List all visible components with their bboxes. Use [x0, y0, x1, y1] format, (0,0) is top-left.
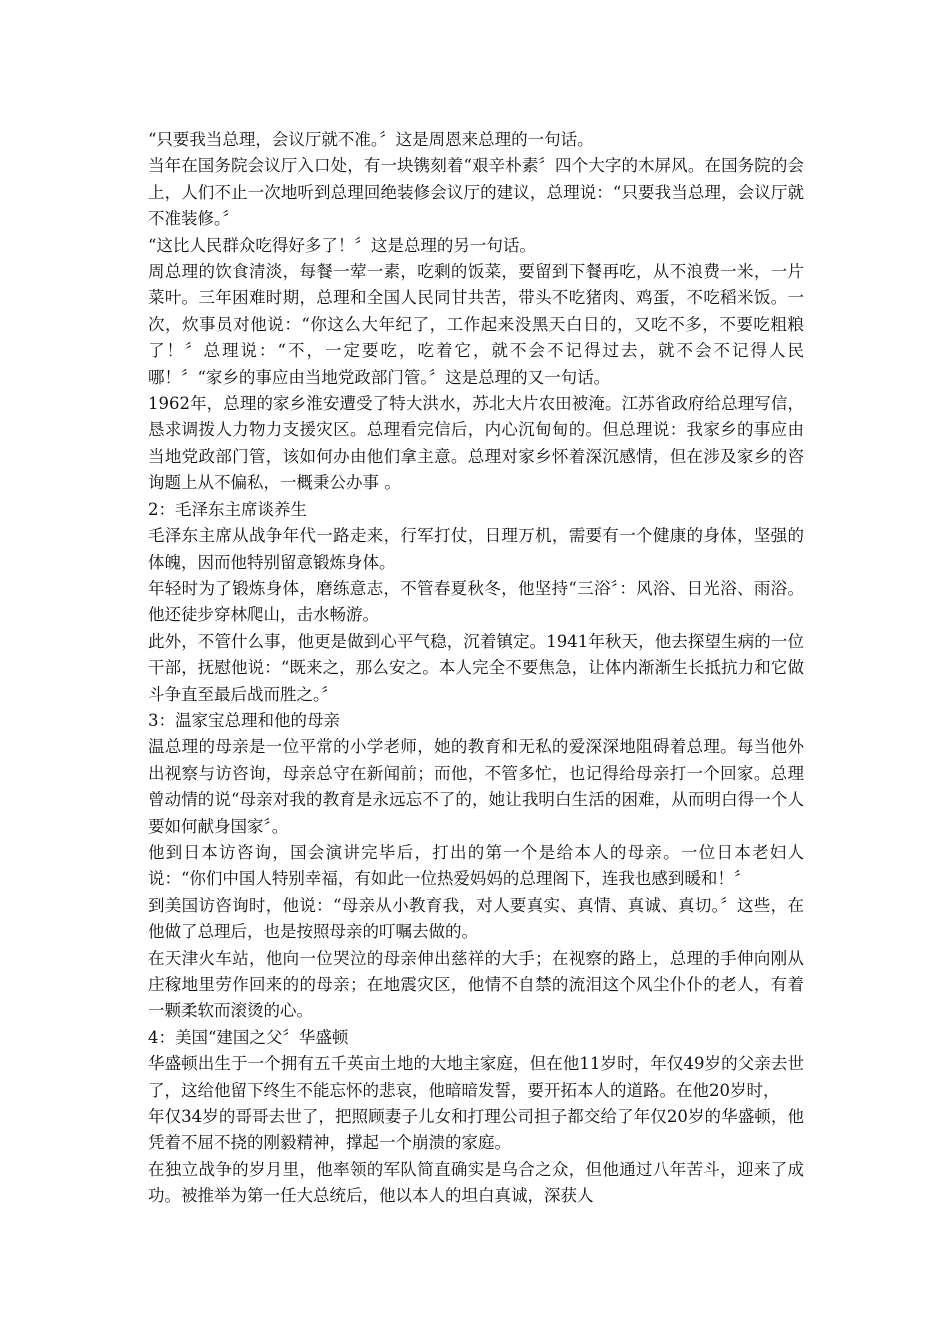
- paragraph-washington-family: 年仅34岁的哥哥去世了，把照顾妻子儿女和打理公司担子都交给了年仅20岁的华盛顿，他凭着不屈不挠的刚毅精神，撑起一个崩溃的家庭。: [148, 1107, 804, 1153]
- paragraph-wen-japan: 他到日本访咨询，国会演讲完毕后，打出的第一个是给本人的母亲。一位日本老妇人说：“你们中国人特别幸福，有如此一位热爱妈妈的总理阁下，连我也感到暖和！〞: [148, 842, 804, 889]
- paragraph-mao-calm: 此外，不管什么事，他更是做到心平气稳，沉着镇定。1941年秋天，他去探望生病的一位干部，抚慰他说：“既来之，那么安之。本人完全不要焦急，让体内渐渐生长抵抗力和它做斗争直至最后战而胜之。〞: [148, 631, 804, 704]
- paragraph-screen-story: 当年在国务院会议厅入口处，有一块镌刻着“艰辛朴素〞四个大字的木屏风。在国务院的会上，人们不止一次地听到总理回绝装修会议厅的建议，总理说：“只要我当总理，会议厅就不准装修。〞: [148, 156, 804, 229]
- paragraph-1962-flood: 1962年，总理的家乡淮安遭受了特大洪水，苏北大片农田被淹。江苏省政府给总理写信，恳求调拨人力物力支援灾区。总理看完信后，内心沉甸甸的。但总理说：我家乡的事应由当地党政部门管，该如何办由他们拿主意。总理对家乡怀着深沉感情，但在涉及家乡的咨询题上从不偏私，一概秉公办事 。: [148, 394, 804, 493]
- section-heading-mao: 2：毛泽东主席谈养生: [148, 499, 307, 519]
- paragraph-washington-youth: 华盛顿出生于一个拥有五千英亩土地的大地主家庭，但在他11岁时，年仅49岁的父亲去世了，这给他留下终生不能忘怀的悲哀，他暗暗发誓，要开拓本人的道路。在他20岁时，: [148, 1054, 804, 1100]
- section-heading-wen: 3：温家宝总理和他的母亲: [148, 710, 340, 730]
- paragraph-zhou-diet: 周总理的饮食清淡，每餐一荤一素，吃剩的饭菜，要留到下餐再吃，从不浪费一米，一片菜叶。三年困难时期，总理和全国人民同甘共苦，带头不吃猪肉、鸡蛋，不吃稻米饭。一次，炊事员对他说：“你这么大年纪了，工作起来没黑天白日的，又吃不多，不要吃粗粮了！〞总理说：“不，一定要吃，吃着它，就不会不记得过去，就不会不记得人民哪！〞“家乡的事应由当地党政部门管。〞这是总理的又一句话。: [148, 262, 804, 387]
- paragraph-zhou-quote-2: “这比人民群众吃得好多了！〞这是总理的另一句话。: [148, 235, 536, 255]
- section-heading-washington: 4：美国“建国之父〞华盛顿: [148, 1027, 349, 1047]
- paragraph-wen-usa: 到美国访咨询时，他说：“母亲从小教育我，对人要真实、真情、真诚、真切。〞这些，在他做了总理后，也是按照母亲的叮嘱去做的。: [148, 895, 804, 942]
- paragraph-zhou-quote-1: “只要我当总理，会议厅就不准。〞这是周恩来总理的一句话。: [148, 130, 594, 149]
- paragraph-mao-exercise: 年轻时为了锻炼身体，磨练意志，不管春夏秋冬，他坚持“三浴〞：风浴、日光浴、雨浴。他还徒步穿林爬山，击水畅游。: [148, 578, 804, 625]
- paragraph-wen-tianjin: 在天津火车站，他向一位哭泣的母亲伸出慈祥的大手；在视察的路上，总理的手伸向刚从庄稼地里劳作回来的的母亲；在地震灾区，他情不自禁的流泪这个风尘仆仆的老人，有着一颗柔软而滚烫的心。: [148, 948, 804, 1021]
- paragraph-washington-war: 在独立战争的岁月里，他率领的军队简直确实是乌合之众，但他通过八年苦斗，迎来了成功。被推举为第一任大总统后，他以本人的坦白真诚，深获人: [148, 1159, 804, 1206]
- paragraph-wen-mother: 温总理的母亲是一位平常的小学老师，她的教育和无私的爱深深地阻碍着总理。每当他外出视察与访咨询，母亲总守在新闻前；而他，不管多忙，也记得给母亲打一个回家。总理曾动情的说“母亲对我的教育是永远忘不了的，她让我明白生活的困难，从而明白得一个人要如何献身国家〞。: [148, 737, 804, 836]
- paragraph-mao-health: 毛泽东主席从战争年代一路走来，行军打仗，日理万机，需要有一个健康的身体，坚强的体魄，因而他特别留意锻炼身体。: [148, 526, 804, 572]
- document-body: [148, 127, 804, 1210]
